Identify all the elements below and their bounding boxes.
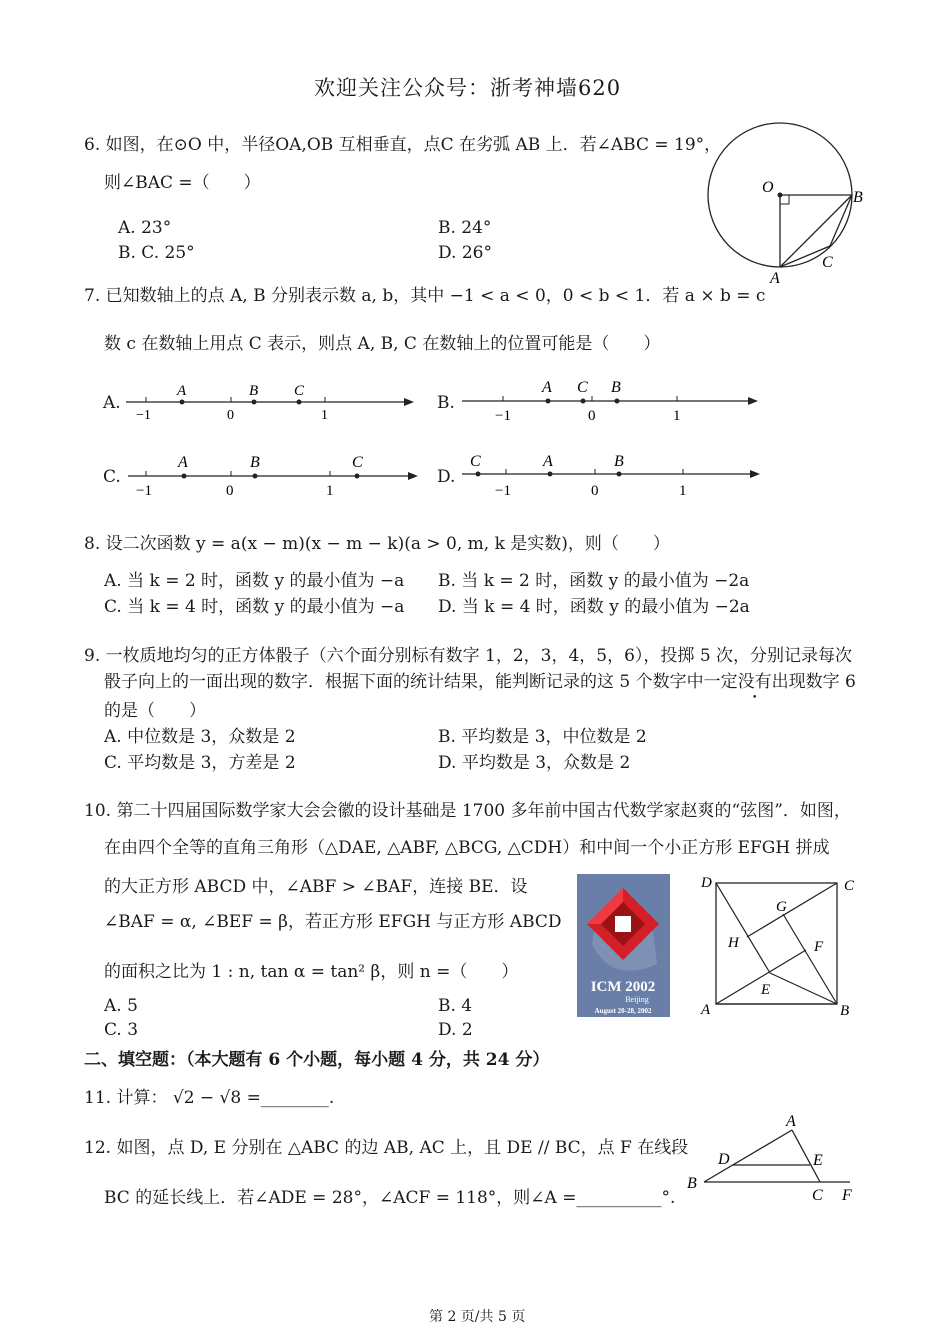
svg-text:B: B [250, 454, 260, 471]
svg-text:C: C [577, 379, 588, 396]
svg-text:D: D [718, 1151, 730, 1168]
svg-text:G: G [776, 899, 787, 915]
svg-text:E: E [813, 1152, 823, 1169]
svg-text:B: B [249, 383, 259, 399]
svg-text:1: 1 [679, 483, 687, 499]
q10-line1: 10. 第二十四届国际数学家大会会徽的设计基础是 1700 多年前中国古代数学家赵爽的“弦图”．如图， [84, 801, 851, 821]
q7-option-a-letter: A. [103, 393, 121, 413]
q7-option-d-letter: D. [437, 467, 456, 487]
svg-text:B: B [687, 1175, 697, 1192]
q9-line1: 9. 一枚质地均匀的正方体骰子（六个面分别标有数字 1，2，3，4，5，6），投掷 5 次，分别记录每次 [84, 646, 853, 666]
q12-answer-blank[interactable]: __________°. [576, 1188, 676, 1208]
q6-stem-line2: 则∠BAC =（ ） [104, 173, 261, 193]
q7-number-line-c [124, 449, 422, 501]
svg-text:0: 0 [588, 408, 596, 424]
q8-option-d: D. 当 k = 4 时，函数 y 的最小值为 −2a [438, 597, 750, 617]
svg-text:A: A [786, 1113, 796, 1130]
q6-label-o: O [762, 179, 774, 196]
q6-circle-figure [700, 120, 880, 290]
q7-stem-line1: 7. 已知数轴上的点 A, B 分别表示数 a, b，其中 −1 < a < 0，0 < b < 1．若 a × b = c [84, 286, 766, 306]
q7-option-b-letter: B. [437, 393, 455, 413]
q11: 11. 计算： √2 − √8 =________. [84, 1088, 335, 1108]
q10-line4: ∠BAF = α, ∠BEF = β，若正方形 EFGH 与正方形 ABCD [104, 912, 562, 932]
svg-text:A: A [542, 379, 552, 396]
svg-text:B: B [840, 1003, 850, 1019]
q9-emphasis: 没有 [737, 672, 772, 692]
q10-line3: 的大正方形 ABCD 中，∠ABF > ∠BAF，连接 BE．设 [104, 877, 528, 897]
svg-text:C: C [352, 454, 363, 471]
q6-label-a: A [770, 270, 780, 287]
svg-text:C: C [294, 383, 305, 399]
q10-option-d: D. 2 [438, 1020, 473, 1040]
q6-option-a: A. 23° [118, 218, 172, 238]
svg-text:A: A [177, 383, 187, 399]
q12-line1: 12. 如图，点 D, E 分别在 △ABC 的边 AB, AC 上，且 DE // BC，点 F 在线段 [84, 1138, 689, 1158]
svg-text:−1: −1 [495, 408, 511, 424]
q6-label-c: C [822, 254, 833, 271]
q6-stem-line1: 6. 如图，在⊙O 中，半径OA,OB 互相垂直，点C 在劣弧 AB 上．若∠ABC = 19°， [84, 135, 722, 155]
q9-option-c: C. 平均数是 3，方差是 2 [104, 753, 296, 773]
svg-text:0: 0 [591, 483, 599, 499]
q7-number-line-b [458, 374, 762, 426]
icm-2002-logo [577, 874, 670, 1017]
svg-text:−1: −1 [136, 408, 151, 423]
svg-text:B: B [614, 453, 624, 470]
icm-logo-title: ICM 2002 [590, 979, 656, 995]
svg-text:1: 1 [321, 408, 328, 423]
svg-text:H: H [728, 935, 739, 951]
q10-option-a: A. 5 [104, 996, 138, 1016]
svg-text:1: 1 [673, 408, 681, 424]
svg-text:−1: −1 [495, 483, 511, 499]
svg-text:F: F [814, 939, 824, 955]
q8-option-a: A. 当 k = 2 时，函数 y 的最小值为 −a [104, 571, 405, 591]
svg-text:1: 1 [326, 483, 334, 499]
q7-stem-line2: 数 c 在数轴上用点 C 表示，则点 A, B, C 在数轴上的位置可能是（ ） [104, 334, 661, 354]
icm-logo-city: Beijing [625, 995, 649, 1004]
q6-label-b: B [853, 189, 863, 206]
svg-text:D: D [701, 875, 712, 891]
q8-option-c: C. 当 k = 4 时，函数 y 的最小值为 −a [104, 597, 405, 617]
q6-option-d: D. 26° [438, 243, 492, 263]
svg-text:E: E [761, 982, 771, 998]
svg-text:0: 0 [226, 483, 234, 499]
svg-text:B: B [611, 379, 621, 396]
q9-option-b: B. 平均数是 3，中位数是 2 [438, 727, 647, 747]
q8-option-b: B. 当 k = 2 时，函数 y 的最小值为 −2a [438, 571, 750, 591]
q10-line2: 在由四个全等的直角三角形（△DAE, △ABF, △BCG, △CDH）和中间一个小正方形 EFGH 拼成 [104, 838, 830, 858]
q6-option-c: B. C. 25° [118, 243, 195, 263]
q7-number-line-a [122, 375, 418, 425]
svg-text:C: C [844, 878, 855, 894]
q9-option-a: A. 中位数是 3，众数是 2 [104, 727, 296, 747]
svg-text:A: A [701, 1002, 711, 1018]
icm-logo-dates: August 20-28, 2002 [594, 1007, 652, 1015]
q11-answer-blank[interactable]: ________ [260, 1088, 329, 1108]
svg-text:C: C [470, 453, 481, 470]
page-header: 欢迎关注公众号：浙考神墙620 [314, 76, 622, 100]
q6-option-b: B. 24° [438, 218, 492, 238]
svg-text:A: A [543, 453, 553, 470]
q7-number-line-d [458, 449, 764, 501]
q10-square-figure [698, 872, 866, 1022]
q8-stem: 8. 设二次函数 y = a(x − m)(x − m − k)(a > 0, m, k 是实数)，则（ ） [84, 534, 670, 554]
svg-text:F: F [842, 1187, 852, 1204]
q9-line3: 的是（ ） [104, 701, 206, 721]
q12-triangle-figure [682, 1108, 862, 1204]
svg-text:−1: −1 [136, 483, 152, 499]
q9-line2: 骰子向上的一面出现的数字．根据下面的统计结果，能判断记录的这 5 个数字中一定没有出现数字 6 [104, 667, 856, 692]
q9-option-d: D. 平均数是 3，众数是 2 [438, 753, 631, 773]
q10-option-b: B. 4 [438, 996, 473, 1016]
q7-option-c-letter: C. [103, 467, 121, 487]
svg-text:0: 0 [227, 408, 234, 423]
q10-option-c: C. 3 [104, 1020, 139, 1040]
svg-text:C: C [812, 1187, 823, 1204]
q12-line2: BC 的延长线上．若∠ADE = 28°，∠ACF = 118°，则∠A =__________°. [104, 1188, 676, 1208]
svg-text:A: A [178, 454, 188, 471]
q10-line5: 的面积之比为 1 : n, tan α = tan² β，则 n =（ ） [104, 962, 519, 982]
page-footer: 第 2 页/共 5 页 [429, 1309, 526, 1325]
section-2-heading: 二、填空题：（本大题有 6 个小题，每小题 4 分，共 24 分） [84, 1050, 550, 1070]
